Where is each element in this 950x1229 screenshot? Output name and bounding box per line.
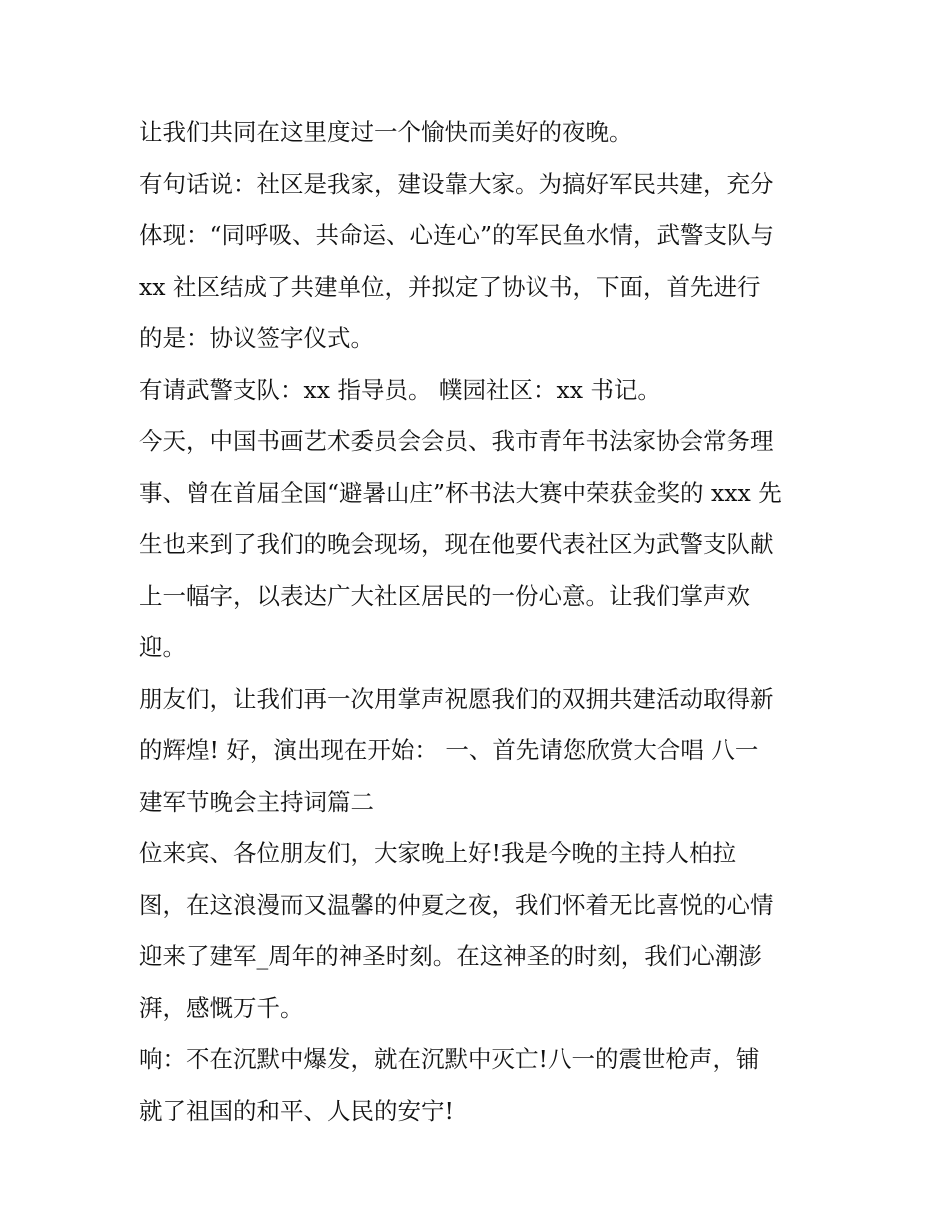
text-line: 今天，中国书画艺术委员会会员、我市青年书法家协会常务理	[139, 427, 774, 455]
text-line: 生也来到了我们的晚会现场，现在他要代表社区为武警支队献	[139, 530, 774, 558]
text-line: 就了祖国的和平、人民的安宁!	[139, 1096, 454, 1125]
text-line: 的辉煌! 好，演出现在开始： 一、首先请您欣赏大合唱 八一	[139, 736, 759, 764]
text-line: 事、曾在首届全国“避暑山庄”杯书法大赛中荣获金奖的 xxx 先	[139, 478, 782, 507]
document-body	[139, 107, 829, 1137]
text-line: 响：不在沉默中爆发，就在沉默中灭亡!八一的震世枪声，铺	[139, 1045, 760, 1073]
text-line: 湃，感慨万千。	[139, 993, 304, 1022]
text-line: 朋友们，让我们再一次用掌声祝愿我们的双拥共建活动取得新	[139, 684, 774, 713]
section-heading-line: 建军节晚会主持词篇二	[139, 787, 374, 816]
text-line: 位来宾、各位朋友们，大家晚上好!我是今晚的主持人柏拉	[139, 839, 736, 867]
text-line: 图，在这浪漫而又温馨的仲夏之夜，我们怀着无比喜悦的心情	[139, 890, 774, 919]
text-line: 迎。	[139, 633, 186, 661]
text-line: xx 社区结成了共建单位，并拟定了协议书，下面，首先进行	[139, 272, 761, 301]
text-line: 的是：协议签字仪式。	[139, 324, 374, 352]
text-line: 让我们共同在这里度过一个愉快而美好的夜晚。	[139, 118, 633, 146]
text-line: 体现：“同呼吸、共命运、心连心”的军民鱼水情，武警支队与	[139, 221, 775, 249]
text-line: 有请武警支队：xx 指导员。 幞园社区：xx 书记。	[139, 375, 661, 404]
text-line: 迎来了建军_周年的神圣时刻。在这神圣的时刻，我们心潮澎	[139, 942, 762, 970]
text-line: 有句话说：社区是我家，建设靠大家。为搞好军民共建，充分	[139, 169, 774, 198]
text-line: 上一幅字，以表达广大社区居民的一份心意。让我们掌声欢	[139, 581, 750, 610]
